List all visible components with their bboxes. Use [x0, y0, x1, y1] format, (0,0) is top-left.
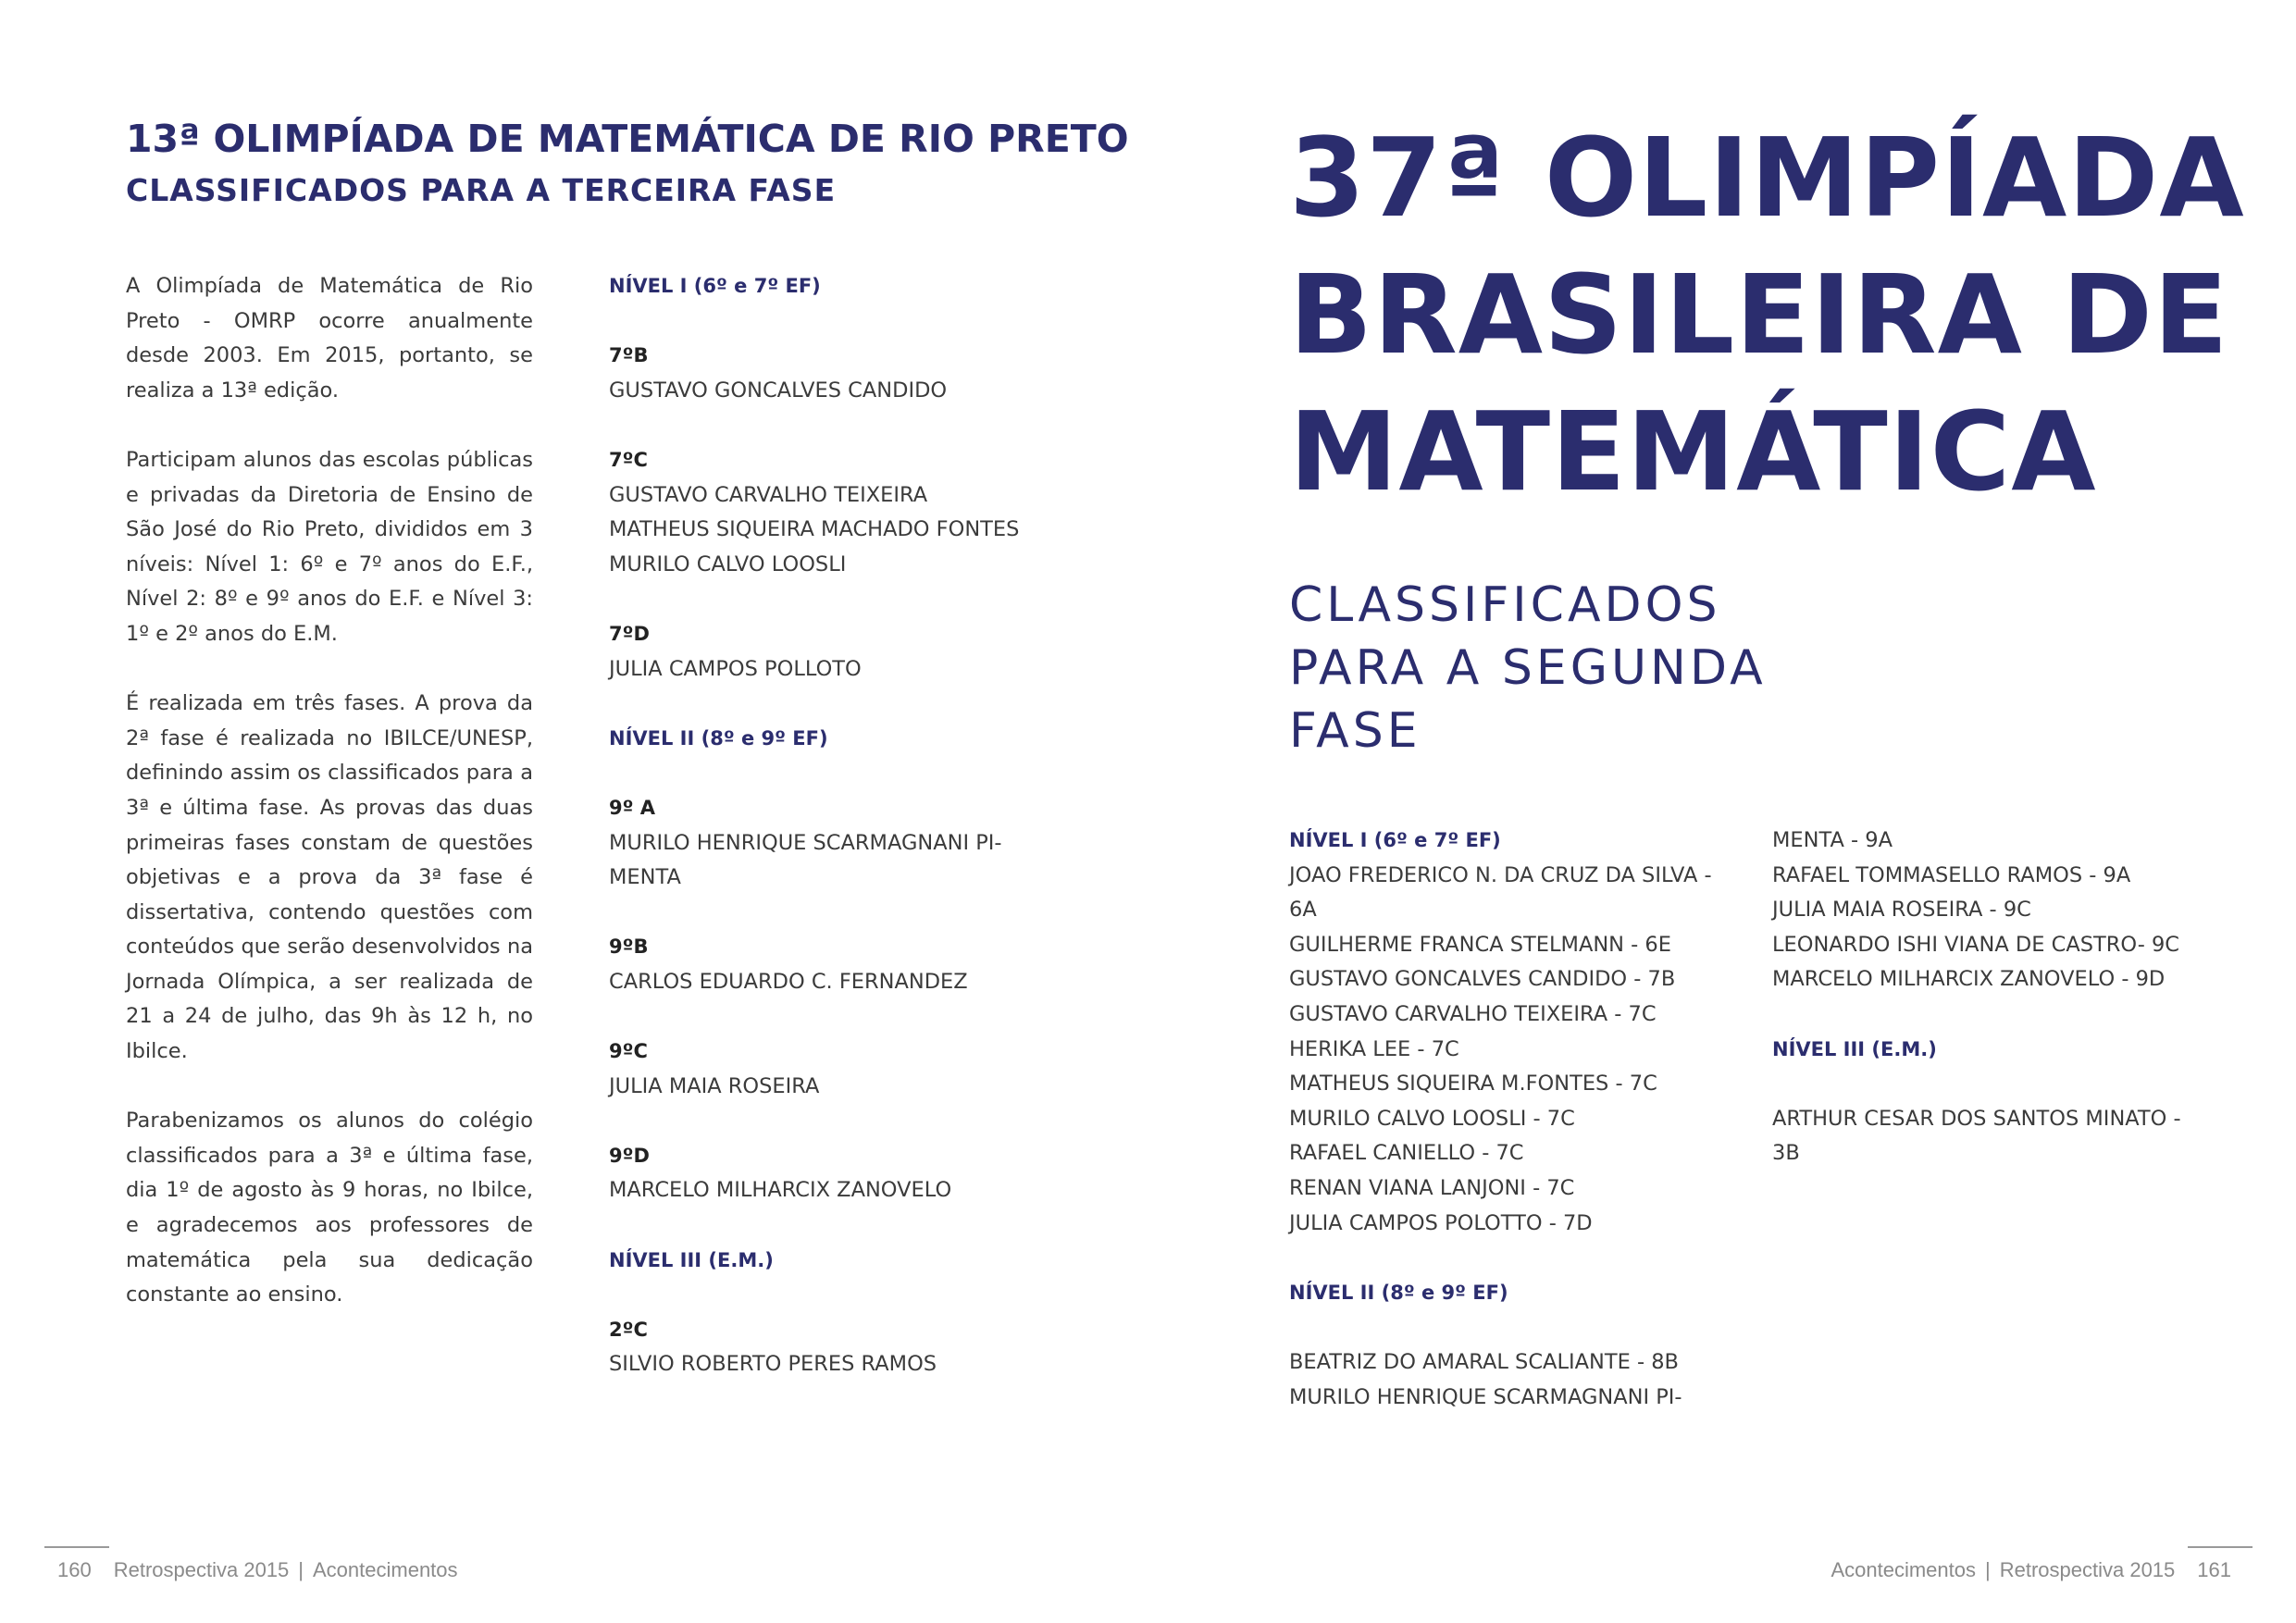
student-name: SILVIO ROBERTO PERES RAMOS: [609, 1352, 937, 1377]
footer-publication: Retrospectiva 2015: [1999, 1558, 2176, 1581]
student-name: 3B: [1772, 1141, 1800, 1166]
student-name: JOAO FREDERICO N. DA CRUZ DA SILVA -: [1289, 862, 1712, 887]
student-name: CARLOS EDUARDO C. FERNANDEZ: [609, 969, 968, 994]
page-number: 160: [57, 1558, 92, 1581]
class-heading: 7ºB: [609, 344, 649, 367]
intro-paragraph: É realizada em três fases. A prova da 2ª fase é realizada no IBILCE/UNESP, definindo assim os classificados para a 3ª e última fase. As provas das duas primeiras fases constam de questões objetivas e a prova da 3ª fase é dissertativa, contendo questões com conteúdos que serão desenvolvidos na Jornada Olímpica, a ser realizada de 21 a 24 de julho, das 9h às 12 h, no Ibilce.: [126, 691, 533, 1064]
class-heading: 2ºC: [609, 1318, 648, 1341]
title-line: MATEMÁTICA: [1289, 388, 2097, 515]
footer-publication: Retrospectiva 2015: [113, 1558, 290, 1581]
student-name: GUILHERME FRANCA STELMANN - 6E: [1289, 932, 1671, 957]
student-name: MARCELO MILHARCIX ZANOVELO - 9D: [1772, 967, 2166, 992]
student-name: GUSTAVO CARVALHO TEIXEIRA: [609, 482, 928, 507]
left-page-subtitle: CLASSIFICADOS PARA A TERCEIRA FASE: [126, 172, 837, 208]
title-line: 37ª OLIMPÍADA: [1289, 114, 2245, 242]
student-name: RAFAEL CANIELLO - 7C: [1289, 1141, 1524, 1166]
student-name: RENAN VIANA LANJONI - 7C: [1289, 1175, 1575, 1200]
footer-rule-left: [44, 1546, 109, 1548]
student-name: MATHEUS SIQUEIRA M.FONTES - 7C: [1289, 1072, 1657, 1096]
student-name: MARCELO MILHARCIX ZANOVELO: [609, 1178, 952, 1203]
student-name: HERIKA LEE - 7C: [1289, 1036, 1459, 1061]
student-name: GUSTAVO GONCALVES CANDIDO: [609, 378, 948, 403]
student-name: LEONARDO ISHI VIANA DE CASTRO- 9C: [1772, 932, 2180, 957]
student-name: MURILO CALVO LOOSLI: [609, 551, 847, 576]
level-heading: NÍVEL II (8º e 9º EF): [1289, 1281, 1508, 1304]
footer-section: Acontecimentos: [1831, 1558, 1976, 1581]
footer-separator: |: [298, 1558, 304, 1581]
level-heading: NÍVEL III (E.M.): [1772, 1037, 1937, 1060]
subtitle-line: FASE: [1289, 703, 1421, 759]
student-name: MATHEUS SIQUEIRA MACHADO FONTES: [609, 517, 1020, 542]
subtitle-line: CLASSIFICADOS: [1289, 577, 1721, 633]
footer-rule-right: [2188, 1546, 2253, 1548]
level-heading: NÍVEL I (6º e 7º EF): [1289, 829, 1501, 851]
left-page-title: 13ª OLIMPÍADA DE MATEMÁTICA DE RIO PRETO: [126, 117, 1129, 161]
student-name: RAFAEL TOMMASELLO RAMOS - 9A: [1772, 862, 2131, 887]
footer-right: [1831, 1558, 2231, 1582]
footer-section: Acontecimentos: [313, 1558, 458, 1581]
student-name: JULIA CAMPOS POLOTTO - 7D: [1289, 1210, 1593, 1235]
subtitle-line: PARA A SEGUNDA: [1289, 640, 1767, 696]
student-name: MURILO CALVO LOOSLI - 7C: [1289, 1106, 1575, 1131]
third-phase-list: [609, 269, 1020, 1382]
footer-left: [57, 1558, 458, 1582]
second-phase-list-col2: [1772, 824, 2179, 1171]
intro-paragraph: Participam alunos das escolas públicas e privadas da Diretoria de Ensino de São José do Rio Preto, divididos em 3 níveis: Nível 1: 6º e 7º anos do E.F., Nível 2: 8º e 9º anos do E.F. e Nível 3: 1º e 2º anos do E.M.: [126, 447, 533, 646]
student-name: MURILO HENRIQUE SCARMAGNANI PI-: [1289, 1384, 1682, 1409]
right-page-subtitle: [1289, 574, 1767, 762]
student-name: MENTA - 9A: [1772, 828, 1893, 852]
intro-paragraph: Parabenizamos os alunos do colégio classificados para a 3ª e última fase, dia 1º de agosto às 9 horas, no Ibilce, e agradecemos aos professores de matemática pela sua dedicação constante ao ensino.: [126, 1109, 533, 1307]
student-name: GUSTAVO GONCALVES CANDIDO - 7B: [1289, 967, 1676, 992]
student-name: ARTHUR CESAR DOS SANTOS MINATO -: [1772, 1106, 2181, 1131]
class-heading: 7ºC: [609, 448, 648, 471]
student-name: JULIA MAIA ROSEIRA - 9C: [1772, 898, 2031, 923]
right-page-title: [1289, 109, 2245, 520]
class-heading: 9ºB: [609, 935, 649, 959]
student-name: MENTA: [609, 865, 681, 890]
student-name: JULIA CAMPOS POLLOTO: [609, 656, 862, 681]
student-name: MURILO HENRIQUE SCARMAGNANI PI-: [609, 830, 1002, 855]
title-line: BRASILEIRA DE: [1289, 251, 2229, 378]
class-heading: 9ºD: [609, 1144, 650, 1167]
intro-paragraph: A Olimpíada de Matemática de Rio Preto - OMRP ocorre anualmente desde 2003. Em 2015, portanto, se realiza a 13ª edição.: [126, 274, 533, 403]
level-heading: NÍVEL II (8º e 9º EF): [609, 726, 828, 750]
level-heading: NÍVEL I (6º e 7º EF): [609, 275, 821, 297]
student-name: GUSTAVO CARVALHO TEIXEIRA - 7C: [1289, 1001, 1657, 1026]
class-heading: 9º A: [609, 796, 656, 819]
second-phase-list-col1: [1289, 824, 1724, 1415]
intro-text: [126, 269, 533, 1347]
student-name: JULIA MAIA ROSEIRA: [609, 1073, 820, 1098]
student-name: BEATRIZ DO AMARAL SCALIANTE - 8B: [1289, 1349, 1679, 1374]
class-heading: 9ºC: [609, 1040, 648, 1063]
page-number: 161: [2197, 1558, 2231, 1581]
student-name: 6A: [1289, 898, 1317, 923]
level-heading: NÍVEL III (E.M.): [609, 1248, 774, 1271]
footer-separator: |: [1985, 1558, 1991, 1581]
class-heading: 7ºD: [609, 622, 650, 645]
